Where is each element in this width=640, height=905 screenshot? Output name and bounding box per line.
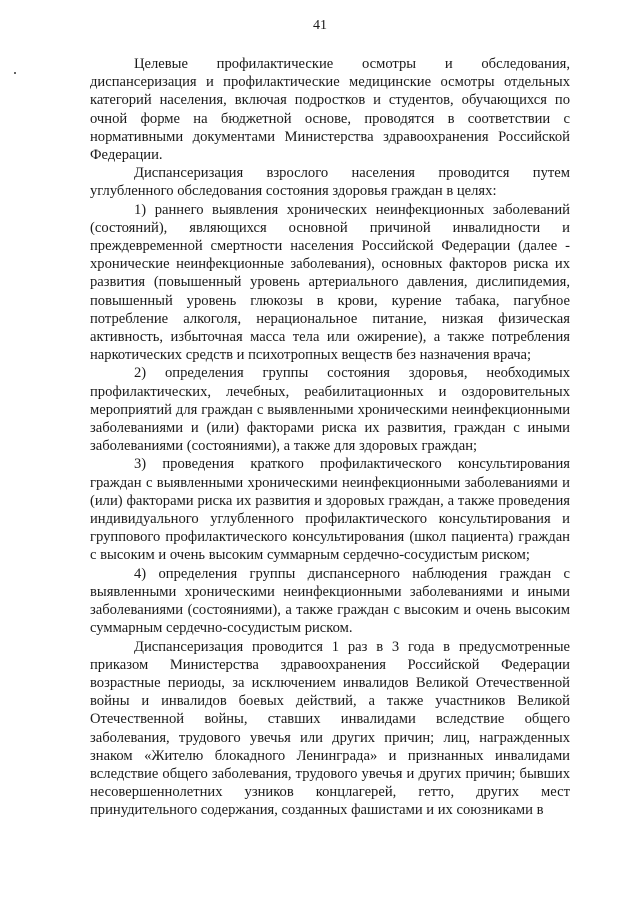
paragraph-item-4: 4) определения группы диспансерного наблюдения граждан с выявленными хроническими неинфекционными заболеваниями и иными заболеваниями (состояниями), а также граждан с высоким и очень высоким суммарным сердечно-сосудистым риском. [90, 565, 570, 637]
paragraph-targeted-exams: Целевые профилактические осмотры и обследования, диспансеризация и профилактические медицинские осмотры отдельных категорий населения, включая подростков и студентов, обучающихся по очной форме на бюджетной основе, проводятся в соответствии с нормативными документами Министерства здравоохранения Российской Федерации. [90, 56, 570, 164]
scan-speck [14, 72, 16, 74]
paragraph-item-1: 1) раннего выявления хронических неинфекционных заболеваний (состояний), являющихся основной причиной инвалидности и преждевременной смертности населения Российской Федерации (далее - хронические неинфекционные заболевания), основных факторов риска их развития (повышенный уровень артериального давления, дислипидемия, повышенный уровень глюкозы в крови, курение табака, пагубное потребление алкоголя, нерациональное питание, низкая физическая активность, избыточная масса тела или ожирение), а также потребления наркотических средств и психотропных веществ без назначения врача; [90, 201, 570, 364]
paragraph-adult-dispensarization: Диспансеризация взрослого населения проводится путем углубленного обследования состояния здоровья граждан в целях: [90, 165, 570, 200]
paragraph-item-3: 3) проведения краткого профилактического консультирования граждан с выявленными хроническими неинфекционными заболеваниями и (или) факторами риска их развития и здоровых граждан, а также проведения индивидуального углубленного профилактического консультирования и группового профилактического консультирования (школ пациента) граждан с высоким и очень высоким суммарным сердечно-сосудистым риском; [90, 456, 570, 564]
page-number: 41 [313, 18, 327, 33]
document-body [90, 55, 570, 820]
paragraph-item-2: 2) определения группы состояния здоровья, необходимых профилактических, лечебных, реабилитационных и оздоровительных мероприятий для граждан с выявленными хроническими неинфекционными заболеваниями и (или) факторами риска их развития, граждан с иными заболеваниями (состояниями), а также для здоровых граждан; [90, 365, 570, 455]
paragraph-frequency: Диспансеризация проводится 1 раз в 3 года в предусмотренные приказом Министерства здравоохранения Российской Федерации возрастные периоды, за исключением инвалидов Великой Отечественной войны и инвалидов боевых действий, а также участников Великой Отечественной войны, ставших инвалидами вследствие общего заболевания, трудового увечья или других причин; лиц, награжденных знаком «Жителю блокадного Ленинграда» и признанных инвалидами вследствие общего заболевания, трудового увечья и других причин; бывших несовершеннолетних узников концлагерей, гетто, других мест принудительного содержания, созданных фашистами и их союзниками в [90, 638, 570, 819]
